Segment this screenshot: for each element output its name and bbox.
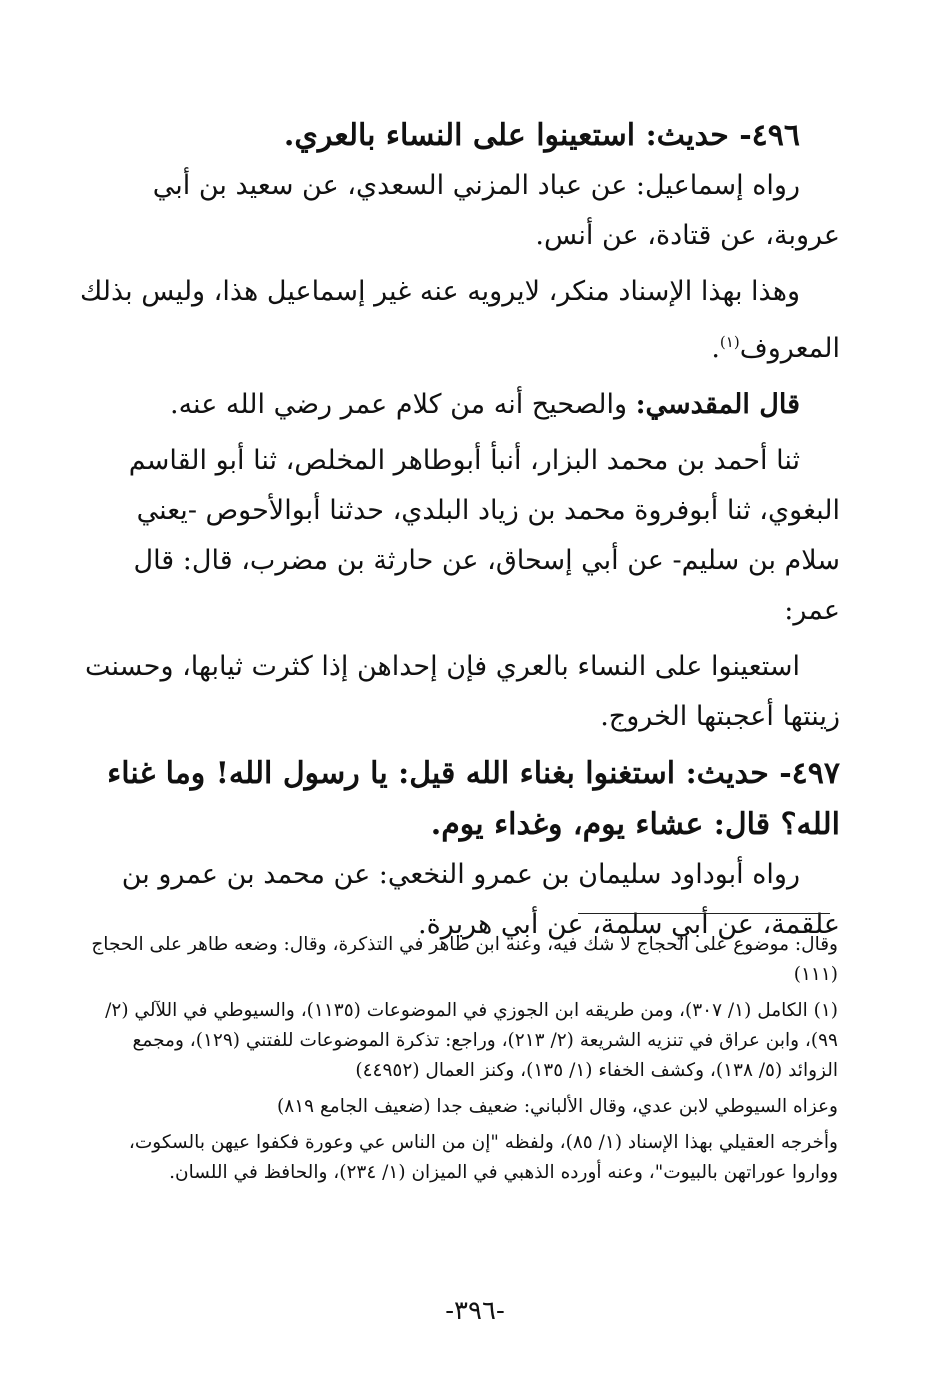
footnote-3: وأخرجه العقيلي بهذا الإسناد (١/ ٨٥)، ولفظه "إن من الناس عي وعورة فكفوا عيهن بالسكوت، وواروا عوراتهن بالبيوت"، وعنه أورده الذهبي في الميزان (١/ ٢٣٤)، والحافظ في اللسان.	[128, 1132, 838, 1183]
maqdisi-text: والصحيح أنه من كلام عمر رضي الله عنه.	[169, 389, 627, 420]
footnote-ref: (١)	[719, 333, 740, 351]
main-text	[80, 110, 840, 956]
comment-text: وهذا بهذا الإسناد منكر، لايرويه عنه غير إسماعيل هذا، وليس بذلك المعروف	[80, 276, 840, 364]
footnotes	[80, 930, 838, 1194]
hadith-497-title: ٤٩٧- حديث: استغنوا بغناء الله قيل: يا رسول الله! وما غناء الله؟ قال: عشاء يوم، وغداء يوم.	[107, 756, 840, 842]
hadith-496-title: ٤٩٦- حديث: استعينوا على النساء بالعري.	[283, 118, 800, 153]
hadith-496-narration: رواه إسماعيل: عن عباد المزني السعدي، عن سعيد بن أبي عروبة، عن قتادة، عن أنس.	[152, 170, 840, 251]
footnote-1: (١) الكامل (١/ ٣٠٧)، ومن طريقه ابن الجوزي في الموضوعات (١١٣٥)، والسيوطي في اللآلي (٢/ ٩٩)، وابن عراق في تنزيه الشريعة (٢/ ٢١٣)، وراجع: تذكرة الموضوعات للفتني (١٢٩)، ومجمع الزوائد (٥/ ١٣٨)، وكشف الخفاء (١/ ١٣٥)، وكنز العمال (٤٤٩٥٢)	[105, 1000, 838, 1081]
footnote-carryover: وقال: موضوع على الحجاج لا شك فيه، وعنه ابن طاهر في التذكرة، وقال: وضعه طاهر على الحجاج (١١١)	[91, 934, 838, 985]
page-number: -٣٩٦-	[445, 1296, 505, 1326]
hadith-496-isnad: ثنا أحمد بن محمد البزار، أنبأ أبوطاهر المخلص، ثنا أبو القاسم البغوي، ثنا أبوفروة محمد بن زياد البلدي، حدثنا أبوالأحوص -يعني سلام بن سليم- عن أبي إسحاق، عن حارثة بن مضرب، قال: قال عمر:	[128, 445, 840, 626]
footnote-divider	[578, 913, 830, 914]
comment-end: .	[711, 333, 720, 364]
maqdisi-label: قال المقدسي:	[635, 389, 800, 420]
hadith-497-narration: رواه أبوداود سليمان بن عمرو النخعي: عن محمد بن عمرو بن علقمة، عن أبي سلمة، عن أبي هريرة.	[121, 859, 840, 940]
footnote-2: وعزاه السيوطي لابن عدي، وقال الألباني: ضعيف جدا (ضعيف الجامع ٨١٩)	[277, 1096, 838, 1117]
hadith-496-comment	[80, 267, 840, 374]
hadith-496-matn: استعينوا على النساء بالعري فإن إحداهن إذا كثرت ثيابها، وحسنت زينتها أعجبتها الخروج.	[85, 651, 840, 732]
maqdisi-statement	[80, 380, 840, 430]
